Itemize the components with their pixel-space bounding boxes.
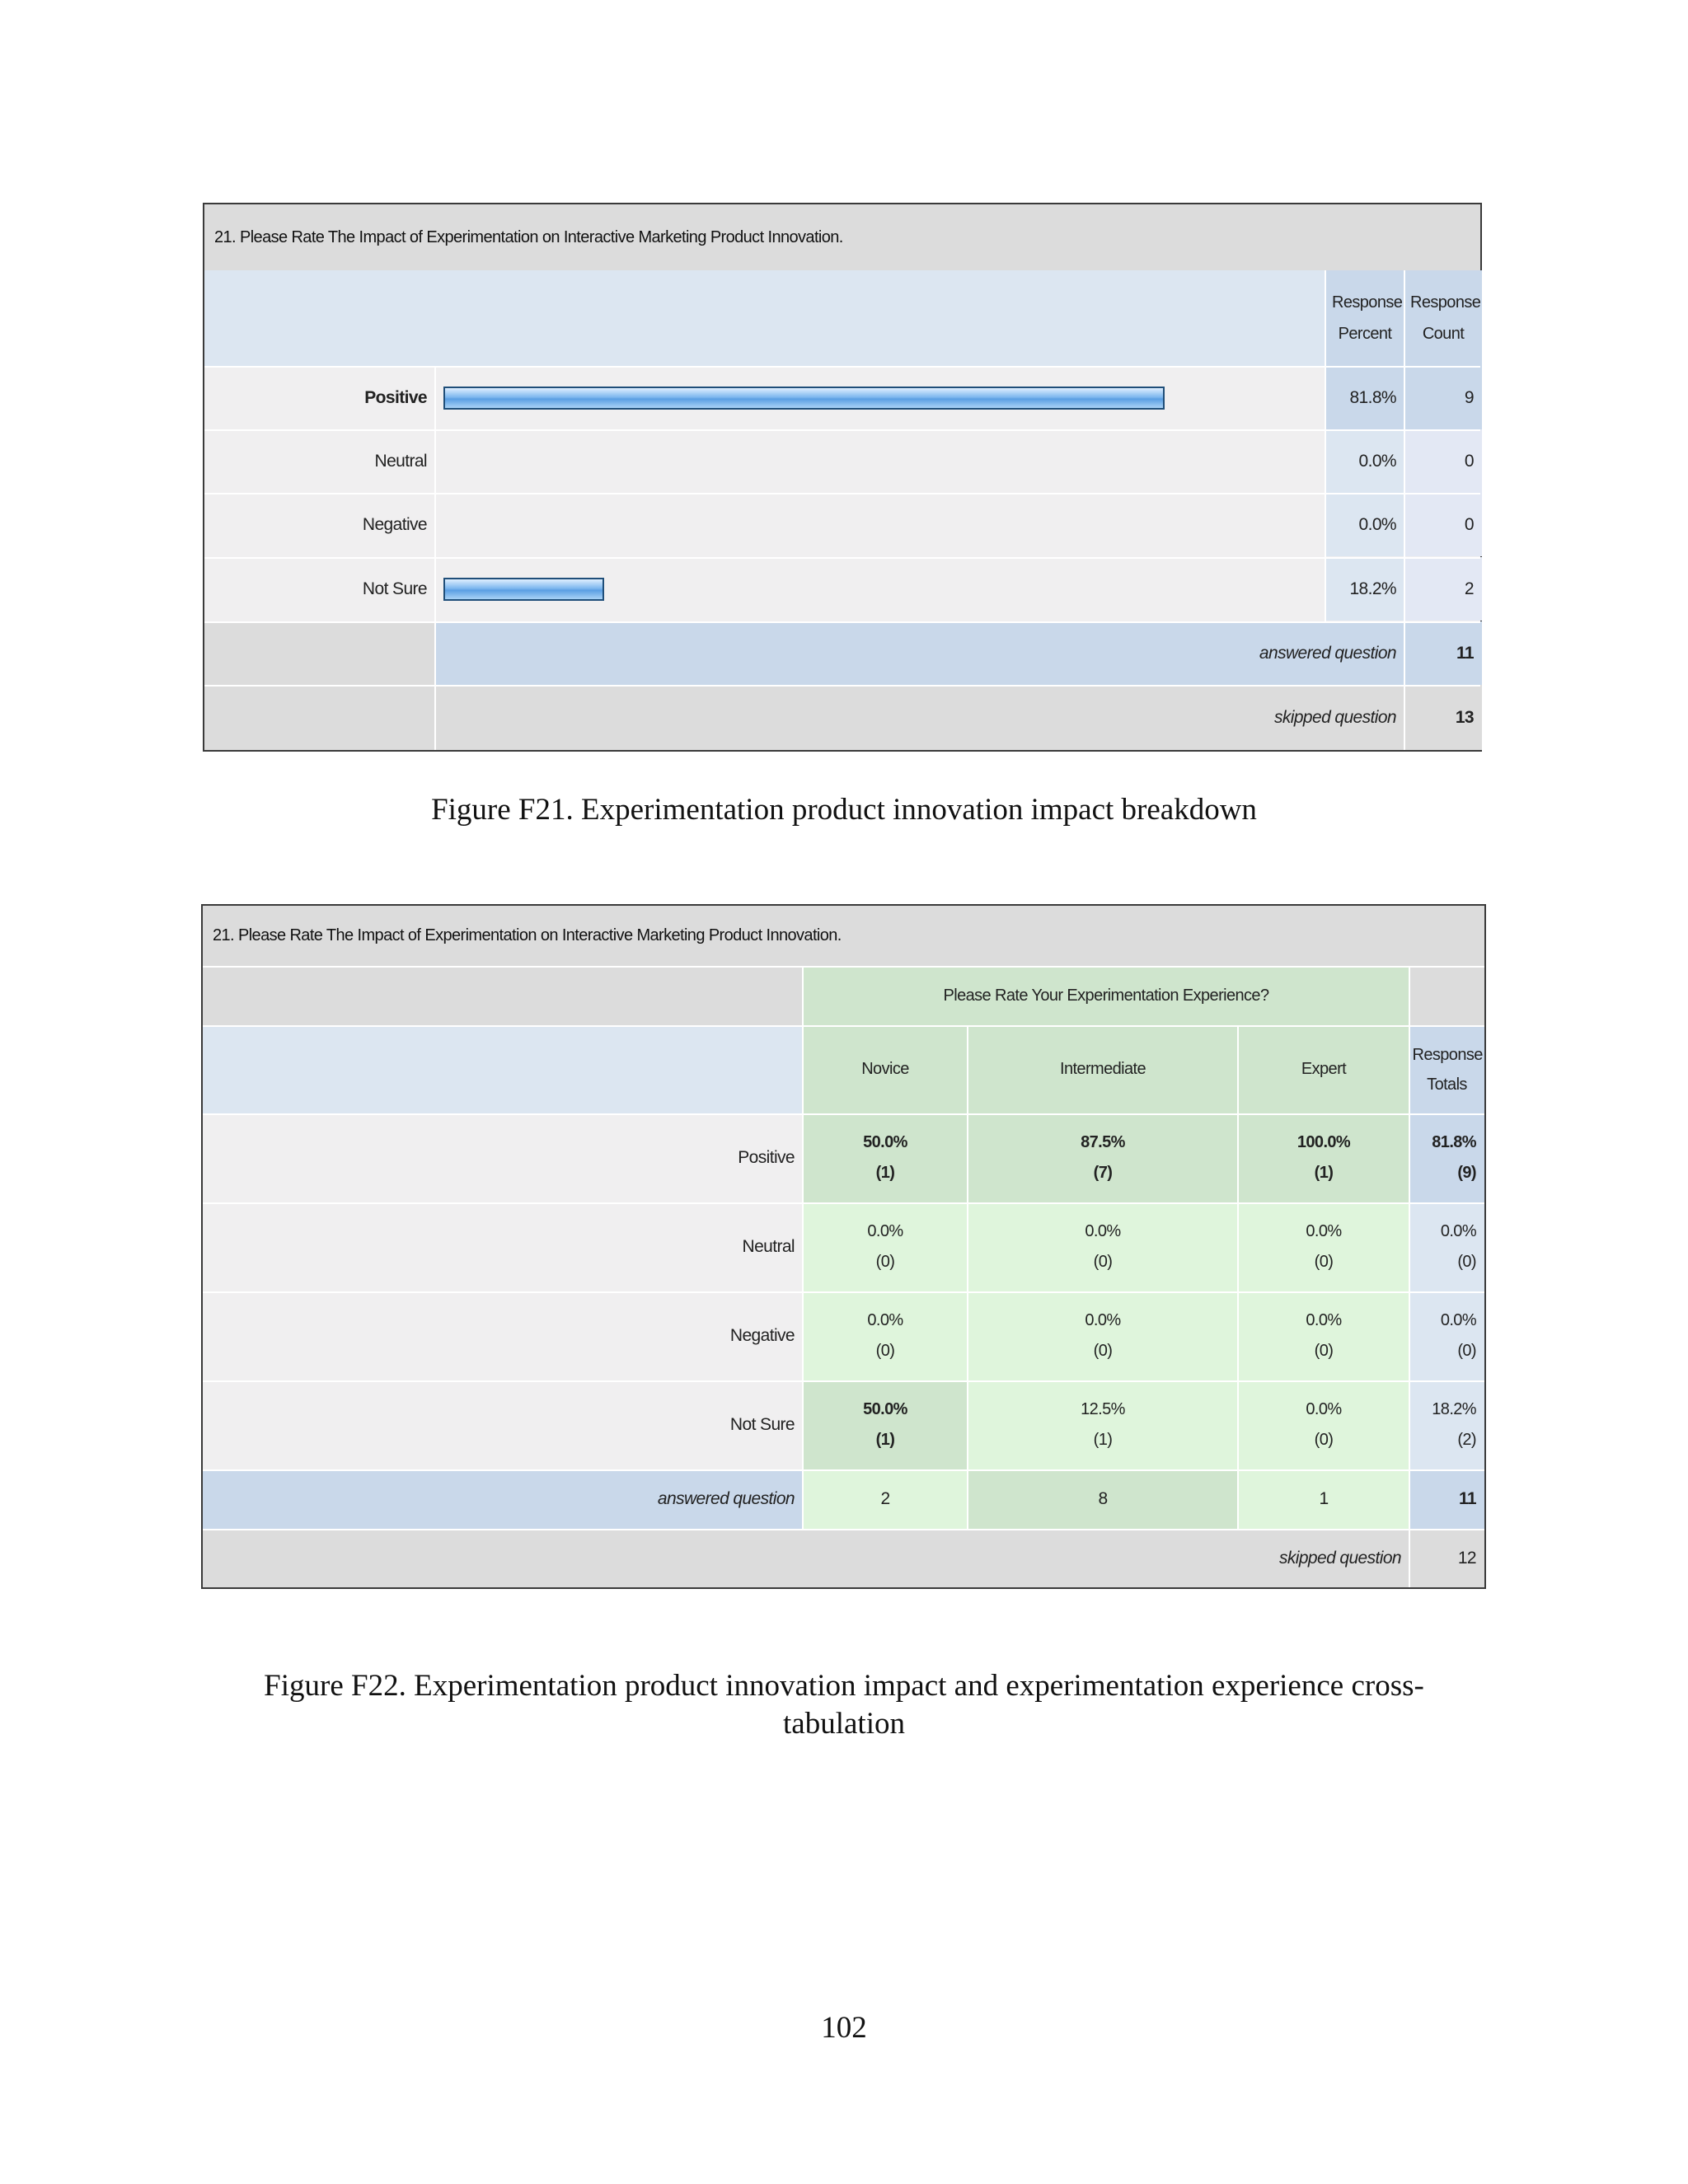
f22-cell — [803, 1202, 968, 1291]
f22-cell — [803, 1380, 968, 1469]
f22-gridline — [203, 1380, 1484, 1382]
figure-f22-caption-line2: tabulation — [783, 1707, 905, 1741]
f22-cell-percent: 100.0% — [1296, 1133, 1351, 1151]
f22-answered-expert: 1 — [1238, 1469, 1409, 1529]
f21-row-label: Neutral — [204, 429, 435, 493]
f21-bar-track — [435, 429, 1325, 493]
f21-gridline — [204, 493, 1480, 494]
f22-cell-count: (0) — [1093, 1253, 1113, 1271]
f21-skipped-label: skipped question — [435, 685, 1404, 750]
f22-total-percent: 0.0% — [1440, 1222, 1476, 1240]
f22-total-count: (9) — [1457, 1164, 1476, 1182]
f22-gridline — [203, 1291, 1484, 1293]
f21-row-count: 0 — [1404, 493, 1482, 556]
f22-cell — [968, 1380, 1238, 1469]
f21-row-percent: 81.8% — [1325, 366, 1404, 429]
f22-cell-count: (1) — [875, 1431, 895, 1449]
f22-cell-count: (0) — [1314, 1431, 1334, 1449]
f22-gridline — [203, 1113, 1484, 1115]
f22-gridline — [1409, 966, 1410, 1587]
figure-f21-panel — [203, 203, 1482, 752]
f22-cell-percent: 0.0% — [1306, 1311, 1342, 1329]
f21-gridline — [434, 366, 436, 750]
f22-row-label: Positive — [203, 1113, 803, 1202]
f21-row-percent: 0.0% — [1325, 493, 1404, 556]
f22-total-count: (2) — [1457, 1431, 1476, 1449]
f22-answered-label: answered question — [203, 1469, 803, 1529]
f21-row-label: Not Sure — [204, 557, 435, 621]
f22-cell-percent: 0.0% — [867, 1311, 903, 1329]
figure-f21-caption: Figure F21. Experimentation product innovation impact breakdown — [431, 793, 1257, 827]
figure-f22-caption — [0, 1667, 1688, 1743]
f22-answered-novice: 2 — [803, 1469, 968, 1529]
f22-total-count: (0) — [1457, 1253, 1476, 1271]
f22-gridline — [203, 1202, 1484, 1204]
figure-f22-panel — [201, 904, 1486, 1589]
f21-row-percent: 0.0% — [1325, 429, 1404, 493]
f22-colhead-totals: Response Totals — [1409, 1025, 1484, 1113]
f22-gridline — [203, 1025, 1484, 1027]
f22-gridline — [203, 1469, 1484, 1471]
f22-total-percent: 0.0% — [1440, 1311, 1476, 1329]
f21-row-percent: 18.2% — [1325, 557, 1404, 621]
f21-bar — [443, 578, 604, 601]
f22-answered-total: 11 — [1409, 1469, 1484, 1529]
f22-cell — [1238, 1113, 1409, 1202]
f22-cell — [968, 1291, 1238, 1380]
f21-row-count: 0 — [1404, 429, 1482, 493]
f21-gridline — [1404, 270, 1405, 750]
f22-cell — [1238, 1291, 1409, 1380]
f21-gridline — [204, 429, 1480, 431]
f21-answered-value: 11 — [1404, 621, 1482, 685]
f22-colhead-blank — [203, 1025, 803, 1113]
f21-header-blank — [204, 270, 1325, 366]
f22-colhead-expert: Expert — [1238, 1025, 1409, 1113]
page-number: 102 — [821, 2011, 867, 2045]
f22-colhead-intermediate: Intermediate — [968, 1025, 1238, 1113]
f21-question-title: 21. Please Rate The Impact of Experimentation on Interactive Marketing Product Innovation. — [204, 204, 1480, 270]
f22-cell-count: (0) — [1314, 1253, 1334, 1271]
f22-cell-count: (7) — [1093, 1164, 1113, 1182]
f21-gridline — [204, 366, 1480, 368]
f22-cell-percent: 0.0% — [1306, 1400, 1342, 1418]
f21-header-percent: Response Percent — [1325, 270, 1404, 366]
f22-group-totals-blank — [1409, 966, 1484, 1025]
f22-cell-count: (1) — [1093, 1431, 1113, 1449]
f22-cell — [803, 1113, 968, 1202]
f22-cell-percent: 50.0% — [863, 1400, 907, 1418]
f21-header-count: Response Count — [1404, 270, 1482, 366]
f22-skipped-value: 12 — [1409, 1529, 1484, 1587]
f22-cell-count: (0) — [875, 1253, 895, 1271]
f22-skipped-label: skipped question — [203, 1529, 1409, 1587]
f21-row-label: Negative — [204, 493, 435, 556]
f22-group-blank — [203, 966, 803, 1025]
f22-cell-count: (1) — [875, 1164, 895, 1182]
f22-cell-percent: 12.5% — [1081, 1400, 1125, 1418]
f22-gridline — [802, 966, 804, 1529]
f22-row-label: Neutral — [203, 1202, 803, 1291]
f22-cell — [1238, 1380, 1409, 1469]
f22-cell — [968, 1202, 1238, 1291]
f22-cell-percent: 0.0% — [1085, 1222, 1121, 1240]
f22-cell-percent: 0.0% — [867, 1222, 903, 1240]
f22-gridline — [1237, 1025, 1239, 1529]
f22-cell-percent: 50.0% — [863, 1133, 907, 1151]
f21-answered-left — [204, 621, 435, 685]
figure-f22-caption-line1: Figure F22. Experimentation product innovation impact and experimentation experience cross- — [264, 1669, 1424, 1703]
f22-total-percent: 81.8% — [1432, 1133, 1476, 1151]
f22-cell — [1238, 1202, 1409, 1291]
f22-gridline — [203, 966, 1484, 968]
f22-colhead-novice: Novice — [803, 1025, 968, 1113]
f22-total-percent: 18.2% — [1432, 1400, 1476, 1418]
f22-row-total — [1409, 1291, 1484, 1380]
f21-row-count: 9 — [1404, 366, 1482, 429]
f21-gridline — [204, 557, 1480, 559]
f21-answered-label: answered question — [435, 621, 1404, 685]
f21-bar-track — [435, 493, 1325, 556]
f22-gridline — [967, 1025, 968, 1529]
f22-cell-count: (1) — [1314, 1164, 1334, 1182]
f22-cell-count: (0) — [1093, 1342, 1113, 1360]
f21-gridline — [204, 685, 1480, 687]
f21-row-count: 2 — [1404, 557, 1482, 621]
f22-total-count: (0) — [1457, 1342, 1476, 1360]
f21-gridline — [1325, 270, 1326, 621]
f22-answered-intermediate: 8 — [968, 1469, 1238, 1529]
f22-cell-count: (0) — [1314, 1342, 1334, 1360]
f22-cell-percent: 0.0% — [1306, 1222, 1342, 1240]
f21-row-label: Positive — [204, 366, 435, 429]
f22-row-label: Not Sure — [203, 1380, 803, 1469]
f21-skipped-value: 13 — [1404, 685, 1482, 750]
f22-cell-count: (0) — [875, 1342, 895, 1360]
f21-bar — [443, 387, 1165, 410]
f22-cell-percent: 0.0% — [1085, 1311, 1121, 1329]
f22-row-total — [1409, 1113, 1484, 1202]
f21-gridline — [204, 621, 1480, 623]
f22-row-total — [1409, 1202, 1484, 1291]
f22-question-title: 21. Please Rate The Impact of Experimentation on Interactive Marketing Product Innovation. — [203, 906, 1484, 966]
f22-row-label: Negative — [203, 1291, 803, 1380]
f21-skipped-left — [204, 685, 435, 750]
f22-gridline — [203, 1529, 1484, 1530]
f22-cell-percent: 87.5% — [1081, 1133, 1125, 1151]
f22-cell — [803, 1291, 968, 1380]
f21-bar-track — [435, 557, 1325, 621]
f21-bar-track — [435, 366, 1325, 429]
f22-row-total — [1409, 1380, 1484, 1469]
f22-cell — [968, 1113, 1238, 1202]
f22-group-header: Please Rate Your Experimentation Experience? — [803, 966, 1409, 1025]
